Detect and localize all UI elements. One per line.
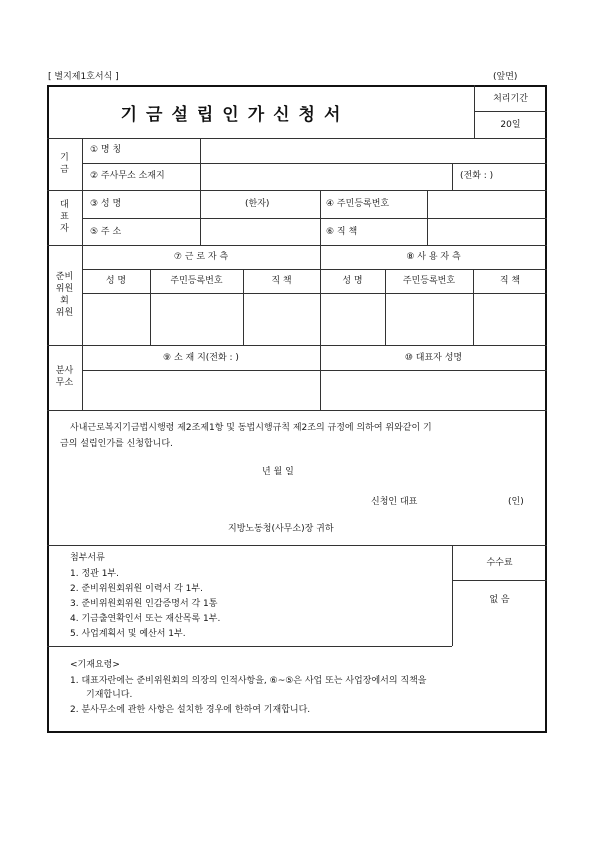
attachment-item: 2. 준비위원회위원 이력서 각 1부. xyxy=(70,584,203,594)
statement-line-2: 금의 설립인가를 신청합니다. xyxy=(60,439,173,449)
branch-location-field[interactable] xyxy=(83,371,319,409)
branch-rep-label: ⑩ 대표자 성명 xyxy=(404,353,463,363)
rep-address-label: ⑤ 주 소 xyxy=(90,227,122,237)
rep-hanja-label: (한자) xyxy=(245,199,270,209)
worker-position-col: 직 책 xyxy=(271,276,292,286)
fund-phone-label: (전화 : ) xyxy=(460,171,494,181)
statement-line-1: 사내근로복지기금법시행령 제2조제1항 및 동법시행규칙 제2조의 규정에 의하여 위와같이 기 xyxy=(70,423,432,433)
page-side-label: (앞면) xyxy=(493,72,518,82)
branch-location-label: ⑨ 소 재 지(전화 : ) xyxy=(163,353,239,363)
divider xyxy=(320,190,321,245)
committee-members-area[interactable] xyxy=(83,294,546,344)
worker-rrn-col: 주민등록번호 xyxy=(170,276,223,286)
divider xyxy=(82,138,83,410)
employer-position-col: 직 책 xyxy=(499,276,521,286)
fund-address-label: ② 주사무소 소재지 xyxy=(90,171,165,181)
worker-side-label: ⑦ 근 로 자 측 xyxy=(173,252,229,262)
divider xyxy=(47,545,547,546)
form-title: 기금설립인가신청서 xyxy=(120,105,350,125)
employer-rrn-col: 주민등록번호 xyxy=(402,276,456,286)
fee-label: 수수료 xyxy=(486,558,513,568)
fund-name-label: ① 명 칭 xyxy=(90,145,122,155)
instruction-item-1: 1. 대표자란에는 준비위원회의 의장의 인적사항을, ⑥~⑤은 사업 또는 사업장에서의 직책을 xyxy=(70,676,427,686)
application-date: 년 월 일 xyxy=(262,467,294,477)
rep-name-field[interactable] xyxy=(201,191,319,217)
rep-rrn-field[interactable] xyxy=(428,191,546,217)
fund-address-field[interactable] xyxy=(201,164,451,189)
divider xyxy=(82,269,547,270)
attachment-item: 4. 기금출연확인서 또는 재산목록 1부. xyxy=(70,614,221,624)
attachments-title: 첨부서류 xyxy=(70,553,105,563)
divider xyxy=(47,646,452,647)
rep-position-field[interactable] xyxy=(428,219,546,244)
employer-name-col: 성 명 xyxy=(342,276,363,286)
worker-name-col: 성 명 xyxy=(105,276,127,286)
instruction-item-2: 2. 분사무소에 관한 사항은 설치한 경우에 한하여 기재합니다. xyxy=(70,705,311,715)
recipient-label: 지방노동청(사무소)장 귀하 xyxy=(228,524,334,534)
attachment-item: 3. 준비위원회위원 인감증명서 각 1통 xyxy=(70,599,218,609)
instruction-item-1-cont: 기재합니다. xyxy=(86,690,133,700)
rep-name-label: ③ 성 명 xyxy=(90,199,122,209)
divider xyxy=(474,111,547,112)
instructions-title: <기재요령> xyxy=(70,660,120,670)
employer-side-label: ⑧ 사 용 자 측 xyxy=(406,252,461,262)
fund-name-field[interactable] xyxy=(201,139,546,162)
committee-section-label: 준비 위원 회 위원 xyxy=(55,272,74,318)
fee-value: 없 음 xyxy=(489,595,510,605)
representative-section-label: 대 표 자 xyxy=(60,200,69,234)
rep-rrn-label: ④ 주민등록번호 xyxy=(326,199,390,209)
processing-period-value: 20일 xyxy=(500,120,521,130)
applicant-label: 신청인 대표 xyxy=(371,497,418,507)
branch-section-label: 분사 무소 xyxy=(55,366,74,388)
divider xyxy=(47,410,547,411)
form-code: [ 별지제1호서식 ] xyxy=(48,72,119,82)
fund-section-label: 기 금 xyxy=(60,153,69,175)
processing-period-label: 처리기간 xyxy=(493,94,528,104)
divider xyxy=(452,163,453,190)
attachment-item: 5. 사업계획서 및 예산서 1부. xyxy=(70,629,186,639)
divider xyxy=(452,580,547,581)
rep-position-label: ⑥ 직 책 xyxy=(326,227,358,237)
attachment-item: 1. 정관 1부. xyxy=(70,569,119,579)
branch-rep-field[interactable] xyxy=(321,371,546,409)
seal-mark: (인) xyxy=(508,497,524,507)
divider xyxy=(47,345,547,346)
rep-address-field[interactable] xyxy=(201,219,319,244)
divider xyxy=(47,245,547,246)
